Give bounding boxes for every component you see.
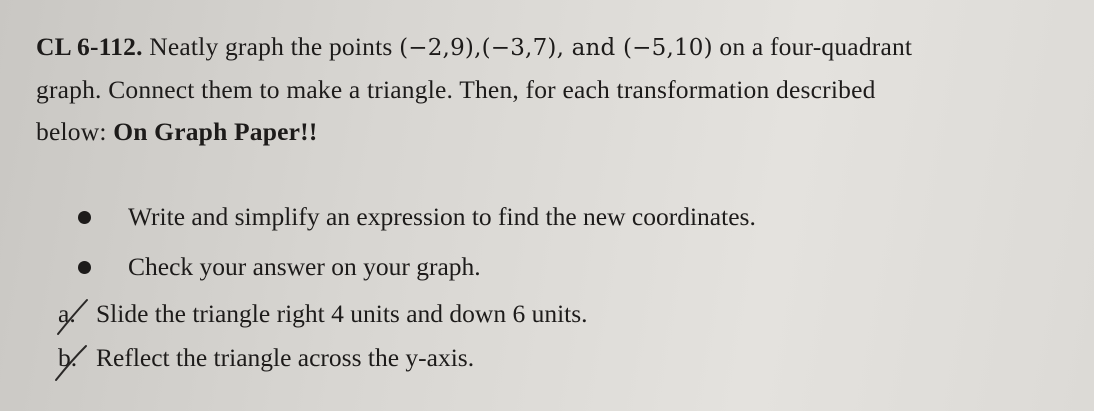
instruction-text: Write and simplify an expression to find the new coordinates. — [128, 202, 756, 231]
problem-statement — [36, 26, 1076, 153]
problem-line-1-end: on a four-quadrant — [719, 32, 913, 61]
instruction-text: Check your answer on your graph. — [128, 252, 481, 281]
part-a — [58, 292, 588, 336]
instruction-item — [60, 192, 756, 242]
bullet-icon — [78, 261, 91, 274]
problem-line-2: graph. Connect them to make a triangle. Then, for each transformation described — [36, 75, 876, 104]
instruction-list — [60, 192, 756, 292]
part-text: Slide the triangle right 4 units and down 6 units. — [96, 299, 588, 328]
part-text: Reflect the triangle across the y-axis. — [96, 343, 475, 372]
transformation-parts — [58, 292, 588, 380]
part-letter: b. — [58, 343, 78, 372]
problem-line-3-start: below: — [36, 117, 107, 146]
bullet-icon — [78, 211, 91, 224]
instruction-item — [60, 242, 756, 292]
part-b — [58, 336, 588, 380]
bleed-through-text — [120, 2, 126, 28]
problem-intro: Neatly graph the points — [149, 32, 393, 61]
graph-paper-note: On Graph Paper!! — [113, 117, 318, 146]
part-letter: a. — [58, 299, 76, 328]
problem-line-1 — [36, 26, 1076, 69]
problem-number: CL 6-112. — [36, 32, 143, 61]
problem-line-3 — [36, 111, 1076, 153]
points-list: (−2,9),(−3,7), and (−5,10) — [399, 35, 713, 61]
